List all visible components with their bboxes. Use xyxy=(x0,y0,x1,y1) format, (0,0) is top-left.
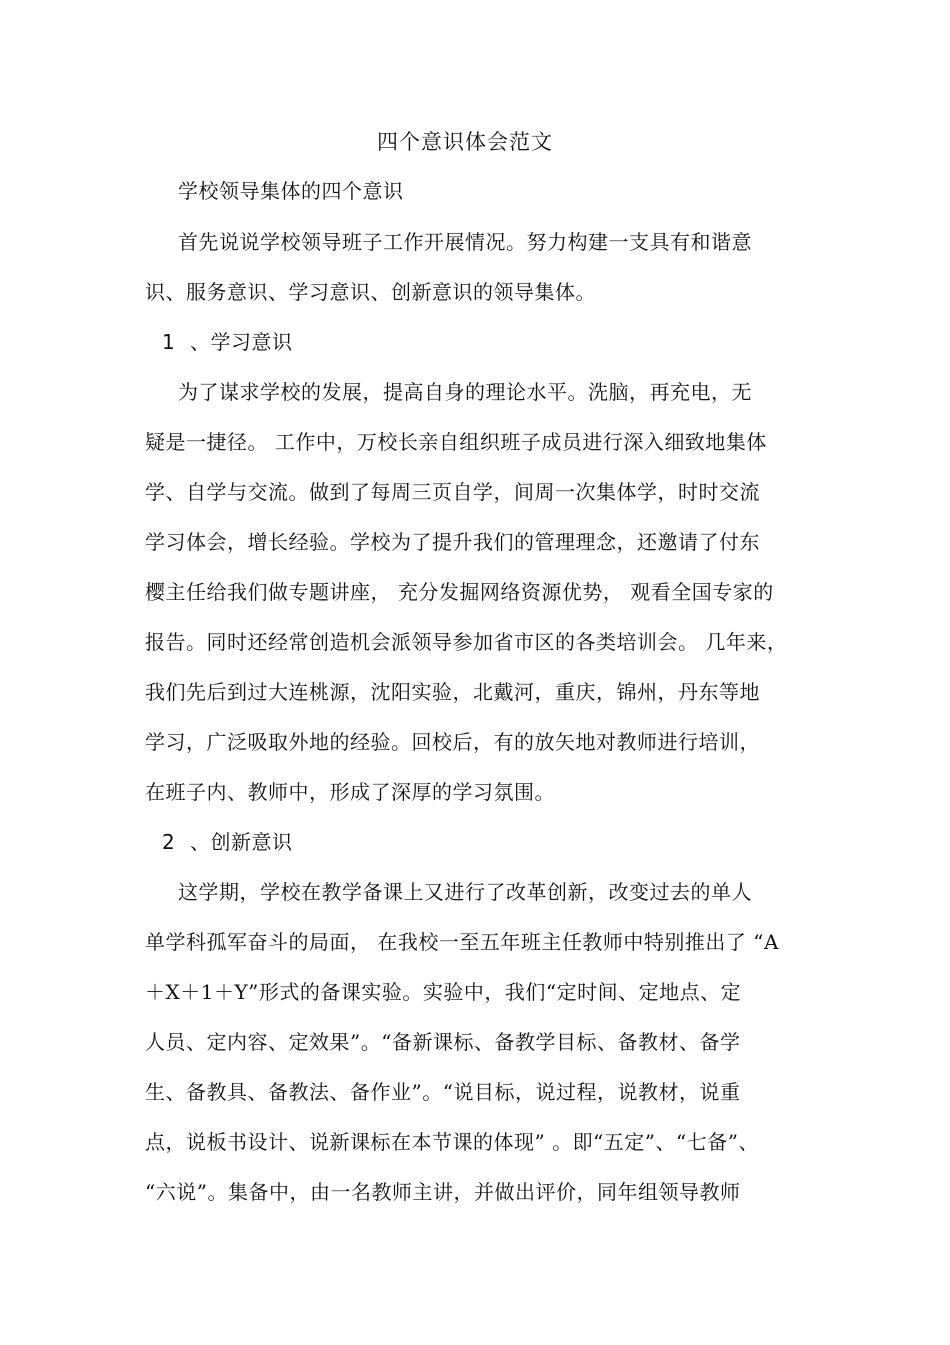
section-2-line-6: 点，说板书设计、说新课标在本节课的体现” 。即“五定”、“七备”、 xyxy=(145,1130,759,1154)
section-1-line-2: 疑是一捷径。 工作中，万校长亲自组织班子成员进行深入细致地集体 xyxy=(145,430,767,454)
section-1-heading xyxy=(162,329,293,355)
document-subtitle: 学校领导集体的四个意识 xyxy=(178,179,404,203)
section-1-line-9: 在班子内、教师中，形成了深厚的学习氛围。 xyxy=(145,780,555,804)
section-2-line-2: 单学科孤军奋斗的局面， 在我校一至五年班主任教师中特别推出了 “A xyxy=(145,930,779,954)
section-1-line-3: 学、自学与交流。做到了每周三页自学，间周一次集体学，时时交流 xyxy=(145,480,760,504)
section-2-line-5: 生、备教具、备教法、备作业”。“说目标，说过程，说教材，说重 xyxy=(145,1080,741,1104)
section-1-line-1: 为了谋求学校的发展，提高自身的理论水平。洗脑，再充电，无 xyxy=(178,380,752,404)
section-1-line-5: 樱主任给我们做专题讲座， 充分发掘网络资源优势， 观看全国专家的 xyxy=(145,580,774,604)
section-1-line-8: 学习，广泛吸取外地的经验。回校后，有的放矢地对教师进行培训， xyxy=(145,730,760,754)
intro-line-1: 首先说说学校领导班子工作开展情况。努力构建一支具有和谐意 xyxy=(178,230,752,254)
section-1-line-4: 学习体会，增长经验。学校为了提升我们的管理理念，还邀请了付东 xyxy=(145,530,760,554)
section-2-line-1: 这学期，学校在教学备课上又进行了改革创新，改变过去的单人 xyxy=(178,880,752,904)
intro-line-2: 识、服务意识、学习意识、创新意识的领导集体。 xyxy=(145,280,596,304)
section-2-heading-text: 、创新意识 xyxy=(190,830,293,854)
section-2-line-4: 人员、定内容、定效果”。“备新课标、备教学目标、备教材、备学 xyxy=(145,1030,741,1054)
section-2-number: 2 xyxy=(162,830,176,854)
section-1-line-7: 我们先后到过大连桃源，沈阳实验，北戴河，重庆，锦州，丹东等地 xyxy=(145,680,760,704)
section-2-line-7: “六说”。集备中，由一名教师主讲，并做出评价，同年组领导教师 xyxy=(145,1180,741,1204)
section-1-number: 1 xyxy=(162,330,176,354)
document-title: 四个意识体会范文 xyxy=(377,130,553,154)
section-1-heading-text: 、学习意识 xyxy=(190,330,293,354)
section-2-line-3: ＋X＋1＋Y”形式的备课实验。实验中，我们“定时间、定地点、定 xyxy=(145,980,742,1004)
section-1-line-6: 报告。同时还经常创造机会派领导参加省市区的各类培训会。 几年来， xyxy=(145,630,788,654)
section-2-heading xyxy=(162,829,293,855)
